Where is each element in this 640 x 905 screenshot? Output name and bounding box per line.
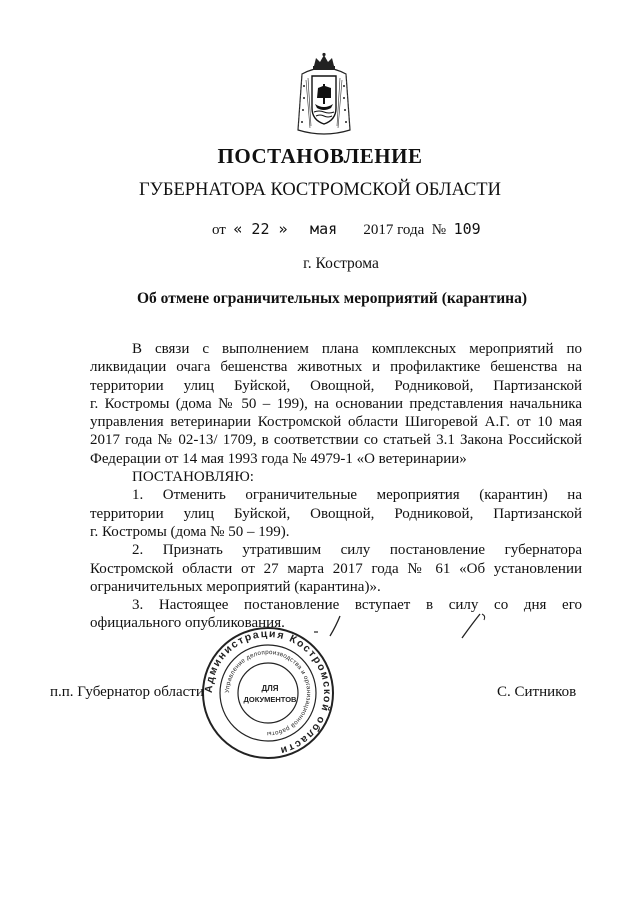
date-prefix: от xyxy=(212,222,226,238)
body-line: ликвидации очага бешенства животных и профилактике бешенства на xyxy=(90,359,582,376)
body-line: управления ветеринарии Костромской области Шигоревой А.Г. от 10 мая xyxy=(90,414,582,431)
seal-ring-text: Администрация Костромской области xyxy=(202,627,334,757)
date-number-line xyxy=(212,220,481,239)
item-line: Костромской области от 27 марта 2017 года № 61 «Об установлении xyxy=(90,560,582,577)
body-line: 2017 года № 02-13/ 1709, в соответствии со статьей 3.1 Закона Российской xyxy=(90,432,582,449)
body-line: территории улиц Буйской, Овощной, Родниковой, Партизанской xyxy=(90,377,582,394)
signer-position: п.п. Губернатор области xyxy=(50,684,204,700)
body-line: Федерации от 14 мая 1993 года № 4979-1 «О ветеринарии» xyxy=(90,450,467,467)
document-body xyxy=(90,340,582,633)
coat-of-arms-emblem xyxy=(292,52,356,138)
city-name: г. Кострома xyxy=(303,255,379,272)
official-seal-stamp xyxy=(200,625,336,761)
number-sign: № xyxy=(431,222,447,238)
date-year: 2017 года xyxy=(363,222,425,238)
signer-name: С. Ситников xyxy=(497,684,577,700)
decree-word: ПОСТАНОВЛЯЮ: xyxy=(132,469,254,486)
item-line: территории улиц Буйской, Овощной, Родниковой, Партизанской xyxy=(90,505,582,522)
seal-center-line2: ДОКУМЕНТОВ xyxy=(243,695,297,704)
item-line: 1. Отменить ограничительные мероприятия (карантин) на xyxy=(132,487,582,504)
seal-center-line1: ДЛЯ xyxy=(261,684,279,693)
item-line: 2. Признать утратившим силу постановление губернатора xyxy=(132,542,582,559)
document-number: 109 xyxy=(453,220,481,238)
document-subject: Об отмене ограничительных мероприятий (карантина) xyxy=(136,290,528,307)
body-line: В связи с выполнением плана комплексных мероприятий по xyxy=(132,341,582,357)
issuer-title: ГУБЕРНАТОРА КОСТРОМСКОЙ ОБЛАСТИ xyxy=(139,180,501,200)
body-line: г. Костромы (дома № 50 – 199), на основании представления начальника xyxy=(90,395,582,412)
date-day: « 22 » xyxy=(233,220,288,238)
date-month: мая xyxy=(310,220,338,238)
svg-text:Управление делопроизводства и xyxy=(224,649,312,737)
item-line: г. Костромы (дома № 50 – 199). xyxy=(90,523,290,540)
item-line: ограничительных мероприятий (карантина)». xyxy=(90,578,381,595)
item-line: официального опубликования. xyxy=(90,615,285,632)
seal-inner-text: Управление делопроизводства и организационной работы xyxy=(223,648,313,738)
item-line: 3. Настоящее постановление вступает в силу со дня его xyxy=(132,597,582,614)
document-title: ПОСТАНОВЛЕНИЕ xyxy=(217,144,423,168)
